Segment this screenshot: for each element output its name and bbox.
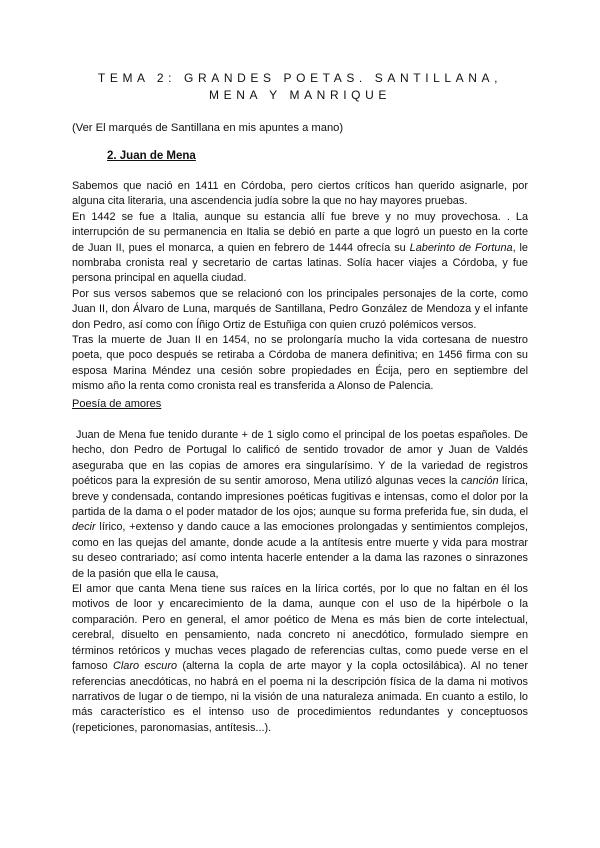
work-title: Laberinto de Fortuna xyxy=(409,241,513,254)
section-heading: 2. Juan de Mena xyxy=(107,150,196,162)
love-poetry-section xyxy=(72,428,528,736)
work-title: Claro escuro xyxy=(113,660,178,673)
page-title-line-1: TEMA 2: GRANDES POETAS. SANTILLANA, xyxy=(97,71,503,85)
page-title-line-2: MENA Y MANRIQUE xyxy=(209,88,391,102)
subheading: Poesía de amores xyxy=(72,398,162,410)
paragraph-birth: Sabemos que nació en 1411 en Córdoba, pero ciertos críticos han querido asignarle, por alguna cita literaria, una ascendencia judía sobre la que no hay mayores pruebas. xyxy=(72,180,528,208)
note-text: (Ver El marqués de Santillana en mis apuntes a mano) xyxy=(72,122,344,134)
term-decir: decir xyxy=(72,521,96,534)
paragraph-love-poetry: Juan de Mena fue tenido durante + de 1 siglo como el principal de los poetas españoles. De hecho, don Pedro de Portugal lo calificó de sentido trovador de amor y Juan de Valdés aseguraba que en las copias de amores era singularísimo. Y de la variedad de registros poéticos para la expresión de su sentir amoroso, Mena utilizó algunas veces la canción lírica, breve y condensada, contando impresiones poéticas fugitivas e intensas, como el dolor por la partida de la dama o el poder matador de los ojos; aunque su forma preferida fue, sin duda, el decir lírico, +extenso y dando cauce a las emociones prolongadas y sentimientos complejos, como en las quejas del amante, donde acude a la antítesis entre muerte y vida para mostrar su deseo contrariado; así como intenta hacerle entender a la dama las razones o sinrazones de la pasión que ella le causa, xyxy=(72,429,529,580)
paragraph-death: Tras la muerte de Juan II en 1454, no se prolongaría mucho la vida cortesana de nuestro poeta, que poco después se retiraba a Córdoba de manera definitiva; en 1456 firma con su esposa Marina Méndez una cesión sobre propiedades en Écija, pero en septiembre del mismo año la renta como cronista real es transferida a Alonso de Palencia. xyxy=(72,334,528,393)
biography-section xyxy=(72,179,528,395)
paragraph-courtly-love: El amor que canta Mena tiene sus raíces en la lírica cortés, por lo que no faltan en él los motivos de loor y encarecimiento de la dama, aunque con el uso de la hipérbole o la comparación. Pero en general, el amor poético de Mena es más bien de corte intelectual, cerebral, disuelto en pensamiento, nada concreto ni anecdótico, formulado siempre en términos retóricos y muchas veces plagado de referencias cultas, como puede verse en el famoso Claro escuro (alterna la copla de arte mayor y la copla octosilábica). Al no tener referencias anecdóticas, no habrá en el poema ni la descripción física de la dama ni motivos narrativos de lugar o de tiempo, ni la visión de una naturaleza animada. En cuanto a estilo, lo más característico es el intenso uso de procedimientos redundantes y conceptuosos (repeticiones, paronomasias, antítesis...). xyxy=(72,583,528,734)
term-cancion: canción xyxy=(460,475,499,488)
paragraph-italy: En 1442 se fue a Italia, aunque su estancia allí fue breve y no muy provechosa. . La interrupción de su permanencia en Italia se debió en parte a que logró un puesto en la corte de Juan II, pues el monarca, a quien en febrero de 1444 ofrecía su Laberinto de Fortuna, le nombraba cronista real y secretario de cartas latinas. Solía hacer viajes a Córdoba, y fue persona principal en aquella ciudad. xyxy=(72,210,528,285)
paragraph-court: Por sus versos sabemos que se relacionó con los principales personajes de la corte, como Juan II, don Álvaro de Luna, marqués de Santillana, Pedro González de Mendoza y el infante don Pedro, así como con Íñigo Ortiz de Estuñiga con quien cruzó polémicos versos. xyxy=(72,287,528,331)
